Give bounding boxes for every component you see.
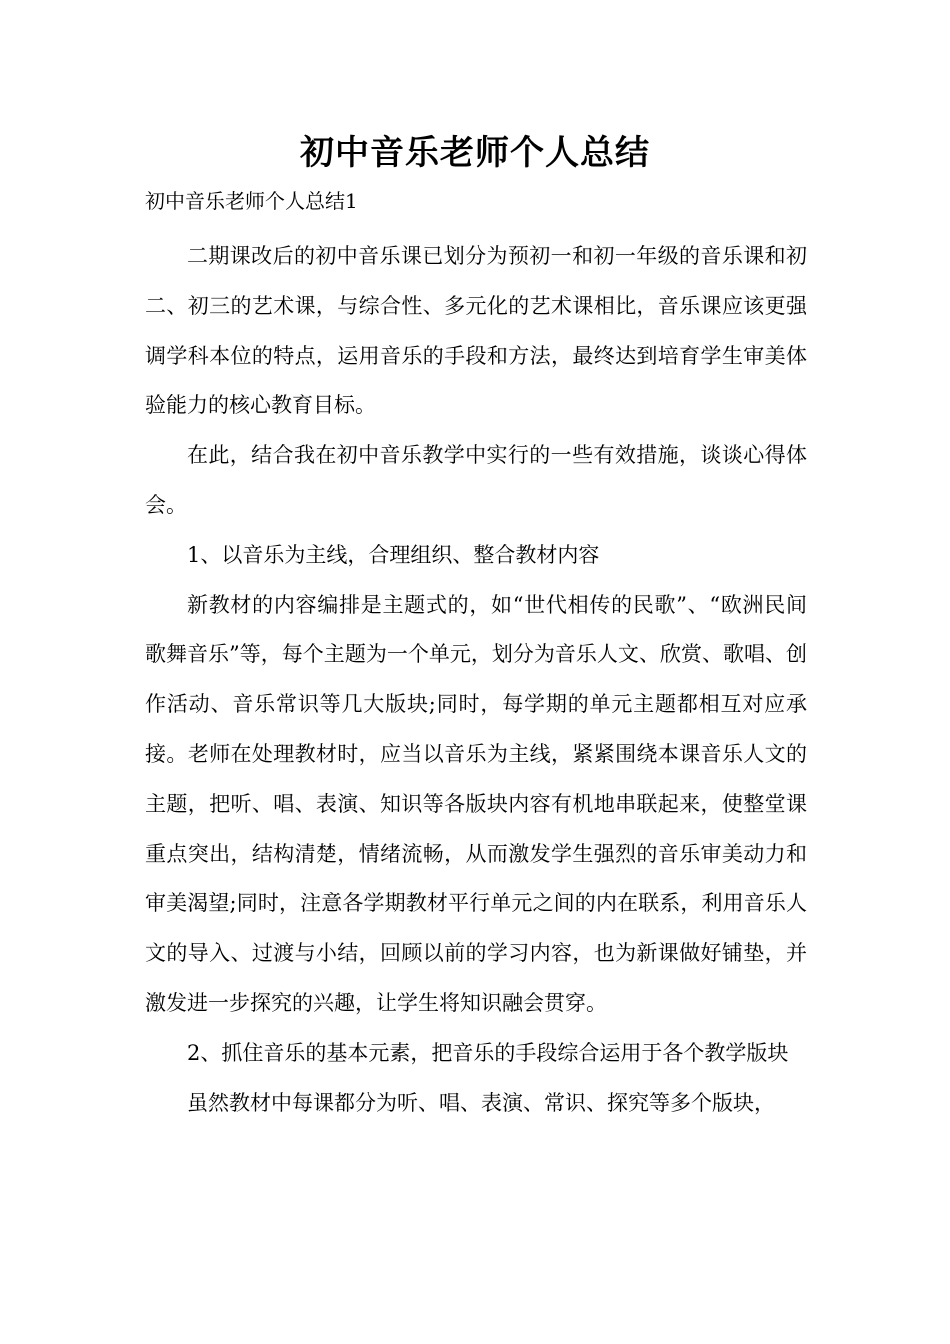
document-body xyxy=(145,232,807,1128)
paragraph: 新教材的内容编排是主题式的，如“世代相传的民歌”、“欧洲民间歌舞音乐”等，每个主题为一个单元，划分为音乐人文、欣赏、歌唱、创作活动、音乐常识等几大版块;同时，每学期的单元主题都相互对应承接。老师在处理教材时，应当以音乐为主线，紧紧围绕本课音乐人文的主题，把听、唱、表演、知识等各版块内容有机地串联起来，使整堂课重点突出，结构清楚，情绪流畅，从而激发学生强烈的音乐审美动力和审美渴望;同时，注意各学期教材平行单元之间的内在联系，利用音乐人文的导入、过渡与小结，回顾以前的学习内容，也为新课做好铺垫，并激发进一步探究的兴趣，让学生将知识融会贯穿。 xyxy=(145,592,807,1015)
paragraph: 在此，结合我在初中音乐教学中实行的一些有效措施，谈谈心得体会。 xyxy=(145,443,807,517)
paragraph: 虽然教材中每课都分为听、唱、表演、常识、探究等多个版块， xyxy=(187,1090,775,1115)
section-heading: 1、以音乐为主线，合理组织、整合教材内容 xyxy=(187,542,600,567)
document-subtitle: 初中音乐老师个人总结1 xyxy=(145,189,358,213)
document-title: 初中音乐老师个人总结 xyxy=(300,133,650,173)
paragraph: 二期课改后的初中音乐课已划分为预初一和初一年级的音乐课和初二、初三的艺术课，与综合性、多元化的艺术课相比，音乐课应该更强调学科本位的特点，运用音乐的手段和方法，最终达到培育学生审美体验能力的核心教育目标。 xyxy=(145,244,807,418)
section-heading: 2、抓住音乐的基本元素，把音乐的手段综合运用于各个教学版块 xyxy=(187,1040,789,1065)
